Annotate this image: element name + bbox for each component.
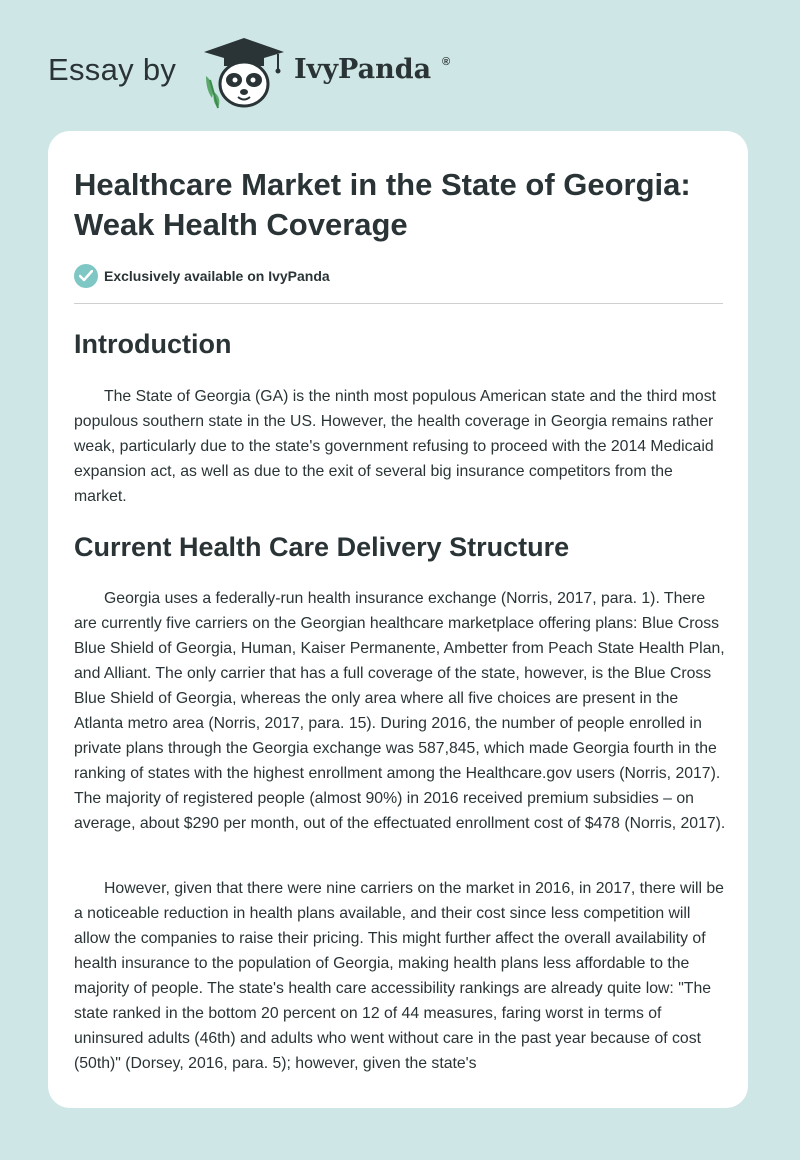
registered-mark: ®	[442, 56, 451, 68]
page-title: Healthcare Market in the State of Georgia: Weak Health Coverage	[74, 167, 691, 242]
paragraph: However, given that there were nine carriers on the market in 2016, in 2017, there will be a noticeable reduction in health plans available, and their cost since less competition will allow the companies to raise their pricing. This might further affect the overall availability of health insurance to the population of Georgia, making health plans less affordable to the majority of people. The state's health care accessibility rankings are already quite low: "The state ranked in the bottom 20 percent on 12 of 44 measures, faring worst in terms of uninsured adults (46th) and adults who went without care in the past year because of cost (50th)" (Dorsey, 2016, para. 5); however, given the state's	[74, 880, 724, 1072]
exclusive-badge	[74, 263, 330, 289]
site-header	[0, 0, 800, 130]
section-heading-introduction: Introduction	[74, 329, 232, 359]
paragraph: Georgia uses a federally-run health insurance exchange (Norris, 2017, para. 1). There are currently five carriers on the Georgian healthcare marketplace offering plans: Blue Cross Blue Shield of Georgia, Human, Kaiser Permanente, Ambetter from Peach State Health Plan, and Alliant. The only carrier that has a full coverage of the state, however, is the Blue Cross Blue Shield of Georgia, whereas the only area where all five choices are present in the Atlanta metro area (Norris, 2017, para. 15). During 2016, the number of people enrolled in private plans through the Georgia exchange was 587,845, which made Georgia fourth in the ranking of states with the highest enrollment among the Healthcare.gov users (Norris, 2017). The majority of registered people (almost 90%) in 2016 received premium subsidies – on average, about $290 per month, out of the effectuated enrollment cost of $478 (Norris, 2017).	[74, 590, 726, 832]
brand-name[interactable]: IvyPanda	[294, 54, 432, 85]
exclusive-badge-label: Exclusively available on IvyPanda	[104, 268, 330, 284]
paragraph: The State of Georgia (GA) is the ninth most populous American state and the third most populous southern state in the US. However, the health coverage in Georgia remains rather weak, particularly due to the state's government refusing to proceed with the 2014 Medicaid expansion act, as well as due to the exit of several big insurance competitors from the market.	[74, 388, 717, 505]
check-circle-icon	[74, 264, 98, 288]
panda-graduation-cap-icon[interactable]	[200, 36, 288, 110]
section-heading-delivery-structure: Current Health Care Delivery Structure	[74, 532, 570, 562]
title-divider	[74, 303, 723, 304]
essay-by-label: Essay by	[48, 52, 177, 87]
article-card	[48, 131, 748, 1108]
